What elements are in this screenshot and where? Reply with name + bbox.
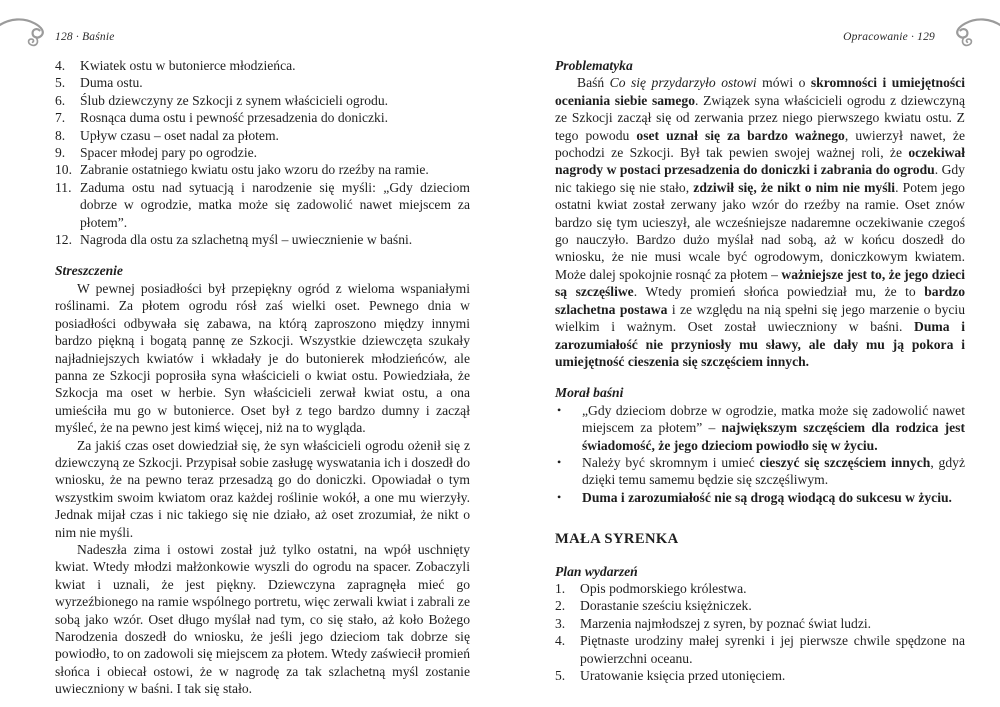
numbered-list-item bbox=[55, 231, 470, 248]
list-marker: 6. bbox=[55, 92, 66, 108]
list-marker: 12. bbox=[55, 232, 72, 248]
list-marker: 2. bbox=[555, 598, 566, 614]
paragraph bbox=[555, 74, 965, 370]
text-run: Upływ czasu – oset nadal za płotem. bbox=[80, 127, 279, 143]
numbered-list-item bbox=[555, 580, 965, 597]
left-page-content bbox=[55, 57, 470, 698]
paragraph bbox=[55, 437, 470, 541]
list-item-text bbox=[582, 489, 965, 506]
section-heading bbox=[555, 384, 965, 401]
text-run: Ślub dziewczyny ze Szkocji z synem właścicieli ogrodu. bbox=[80, 92, 389, 108]
running-head-left: 128 · Baśnie bbox=[55, 31, 115, 43]
text-run: oczekiwał nagrody w postaci przesadzenia do doniczki i zabrania do ogrodu bbox=[555, 145, 965, 178]
section-heading bbox=[55, 262, 470, 279]
numbered-list-item bbox=[55, 179, 470, 231]
numbered-list-item bbox=[55, 109, 470, 126]
text-run: Opis podmorskiego królestwa. bbox=[580, 580, 747, 596]
list-item-text bbox=[580, 667, 965, 684]
text-run: największym szczęściem dla rodzica jest świadomość, że jego dzieciom powiodło się w życiu. bbox=[582, 420, 965, 453]
text-run: Za jakiś czas oset dowiedział się, że syn właścicieli ogrodu ożenił się z dziewczyną ze Szkocji. Przypisał sobie zasługę wyswatania ich i doszedł do wniosku, że na pewno teraz przesadzą go do doniczki. Opowiadał o tym wszystkim swoim kwiatom oraz każdej roślinie wokół, a one mu wierzyły. Jednak mijał czas i nic takiego się nie działo, aż oset zrozumiał, że nikt o nim nie myśli. bbox=[55, 437, 470, 540]
list-marker: 9. bbox=[55, 145, 66, 161]
text-run: , gdyż dzięki temu samemu będzie się szczęśliwym. bbox=[582, 454, 965, 488]
text-run: Piętnaste urodziny małej syrenki i jej pierwsze chwile spędzone na powierzchni oceanu. bbox=[580, 633, 965, 666]
list-item-text bbox=[582, 402, 965, 454]
numbered-list-item bbox=[55, 144, 470, 161]
text-run: Morał baśni bbox=[555, 385, 624, 401]
list-marker: • bbox=[557, 454, 562, 469]
text-run: Kwiatek ostu w butonierce młodzieńca. bbox=[80, 58, 296, 73]
numbered-list-item bbox=[55, 57, 470, 74]
list-item-text bbox=[80, 92, 470, 109]
text-run: Zaduma ostu nad sytuacją i narodzenie się myśli: „Gdy dzieciom dobrze w ogrodzie, matka może się zadowolić nawet miejscem za płotem”. bbox=[80, 179, 470, 230]
text-run: Dorastanie sześciu księżniczek. bbox=[580, 598, 752, 614]
list-item-text bbox=[80, 74, 470, 91]
section-heading bbox=[555, 57, 965, 74]
list-marker: 10. bbox=[55, 162, 72, 178]
list-item-text bbox=[80, 109, 470, 126]
numbered-list-item bbox=[55, 74, 470, 91]
text-run: Nadeszła zima i ostowi został już tylko ostatni, na wpół uschnięty kwiat. Wtedy młodzi małżonkowie wyszli do ogrodu na spacer. Zobaczyli kwiat i uznali, że jest piękny. Dziewczyna zapragnęła mieć go wyrzeźbionego na ramie wspólnego portretu, więc zerwali kwiat i zabrali ze sobą jako wzór. Oset długo myślał nad tym, co się stało, aż koło Bożego Narodzenia doszedł do wniosku, że jeśli jego dzieciom tak dobrze się powiodło, to on zadowoli się miejscem za płotem. Wtedy zaświecił promień słońca i obiecał ostowi, że w nagrodę za tak szlachetną myśl zostanie uwieczniony w baśni. I tak się stało. bbox=[55, 541, 471, 697]
list-marker: 5. bbox=[55, 75, 66, 91]
bullet-list-item bbox=[555, 489, 965, 506]
numbered-list-item bbox=[55, 127, 470, 144]
paragraph bbox=[55, 541, 470, 698]
numbered-list-item bbox=[555, 667, 965, 684]
list-item-text bbox=[80, 161, 470, 178]
text-run: Streszczenie bbox=[55, 263, 123, 279]
text-run: W pewnej posiadłości był przepiękny ogród z wieloma wspaniałymi roślinami. Za płotem ogrodu rósł zaś wielki oset. Pewnego dnia w posiadłości odbywała się zabawa, na którą zaproszono między innymi bardzo piękną i bogatą pannę ze Szkocji. Wszystkie dziewczęta szukały najładniejszych kwiatów i wkładały je do butonierek młodzieńców, ale panna ze Szkocji poprosiła syna właścicieli o kwiat ostu. Powiedziała, że Szkocja ma oset w herbie. Syn właścicieli zerwał kwiat ostu, a ona umieściła mu go w butonierce. Oset był z tego bardzo dumny i zaczął myśleć, że na pewno jest kimś więcej, niż na to wygląda. bbox=[55, 280, 470, 436]
list-item-text bbox=[580, 615, 965, 632]
bullet-list-item bbox=[555, 402, 965, 454]
text-run: Rosnąca duma ostu i pewność przesadzenia do doniczki. bbox=[80, 110, 389, 126]
text-run: skromności i umiejętności oceniania siebie samego bbox=[555, 75, 965, 108]
text-run: mówi o bbox=[756, 75, 811, 91]
text-run: Duma i zarozumiałość nie przyniosły mu sławy, ale dały mu ją pokora i umiejętność cieszenia się szczęściem innych. bbox=[555, 319, 965, 369]
list-item-text bbox=[580, 580, 965, 597]
numbered-list-item bbox=[555, 597, 965, 614]
text-run: ważniejsze jest to, że jego dzieci są szczęśliwe bbox=[555, 266, 965, 300]
text-run: . Związek syna właścicieli ogrodu z dziewczyną ze Szkocji zaczął się od zerwania przez niego pierwszego kwiatu ostu. Z tego powodu bbox=[555, 92, 965, 143]
list-item-text bbox=[80, 179, 470, 231]
list-item-text bbox=[582, 454, 965, 489]
list-item-text bbox=[580, 632, 965, 667]
text-run: Duma ostu. bbox=[80, 75, 143, 91]
text-run: . Wtedy promień słońca powiedział mu, że to bbox=[633, 284, 925, 300]
numbered-list-item bbox=[55, 92, 470, 109]
text-run: MAŁA SYRENKA bbox=[555, 531, 679, 548]
list-marker: 8. bbox=[55, 127, 66, 143]
numbered-list-item bbox=[555, 632, 965, 667]
list-marker: 1. bbox=[555, 580, 566, 596]
text-run: . Gdy nic takiego się nie stało, bbox=[555, 162, 965, 195]
text-run: Marzenia najmłodszej z syren, by poznać świat ludzi. bbox=[580, 615, 872, 631]
text-run: Plan wydarzeń bbox=[555, 563, 638, 579]
list-item-text bbox=[580, 597, 965, 614]
text-run: zdziwił się, że nikt o nim nie myśli bbox=[693, 179, 896, 195]
text-run: Należy być skromnym i umieć bbox=[582, 454, 760, 470]
numbered-list-item bbox=[555, 615, 965, 632]
list-marker: 4. bbox=[555, 633, 566, 649]
text-run: , uwierzył nawet, że pochodzi ze Szkocji. Był tak pewien swojej ważnej roli, że bbox=[555, 127, 965, 161]
text-run: Problematyka bbox=[555, 58, 633, 73]
text-run: bardzo szlachetna postawa bbox=[555, 284, 965, 317]
text-run: Co się przydarzyło ostowi bbox=[609, 75, 757, 91]
text-run: i ze względu na nią spełni się jego marzenie o byciu wielkim i ważnym. Oset został uwieczniony w baśni. bbox=[555, 301, 965, 335]
right-page bbox=[500, 0, 1000, 707]
running-head-right: Opracowanie · 129 bbox=[843, 31, 935, 43]
text-run: cieszyć się szczęściem innych bbox=[759, 454, 931, 470]
text-run: Baśń bbox=[577, 75, 610, 91]
list-item-text bbox=[80, 57, 470, 74]
list-marker: • bbox=[557, 489, 562, 504]
list-marker: 3. bbox=[555, 615, 566, 631]
list-item-text bbox=[80, 231, 470, 248]
chapter-title bbox=[555, 531, 965, 548]
numbered-list-item bbox=[55, 161, 470, 178]
text-run: Duma i zarozumiałość nie są drogą wiodącą do sukcesu w życiu. bbox=[582, 489, 952, 505]
text-run: . Potem jego ostatni kwiat został zerwany jako wzór do rzeźby na ramie. Oset znów bardzo się tym ucieszył, ale wcześniejsze nadaremne oczekiwanie czegoś go nauczyło. Bardzo dużo myślał nad sobą, aż w końcu doszedł do wniosku, że nie musi wcale być ogrodowym, doniczkowym kwiatem. Może dalej spokojnie rosnąć za płotem – bbox=[555, 179, 965, 282]
list-marker: • bbox=[557, 402, 562, 417]
text-run: Uratowanie księcia przed utonięciem. bbox=[580, 668, 786, 683]
text-run: oset uznał się za bardzo ważnego bbox=[636, 127, 845, 143]
list-marker: 4. bbox=[55, 58, 66, 73]
right-page-content bbox=[555, 57, 965, 684]
list-marker: 7. bbox=[55, 110, 66, 126]
text-run: Zabranie ostatniego kwiatu ostu jako wzoru do rzeźby na ramie. bbox=[80, 162, 429, 178]
paragraph bbox=[55, 280, 470, 437]
list-item-text bbox=[80, 127, 470, 144]
list-marker: 11. bbox=[55, 179, 72, 195]
text-run: „Gdy dzieciom dobrze w ogrodzie, matka może się zadowolić nawet miejscem za płotem” – bbox=[582, 402, 965, 436]
list-item-text bbox=[80, 144, 470, 161]
list-marker: 5. bbox=[555, 668, 566, 683]
flourish-ornament-left bbox=[0, 15, 52, 48]
section-heading bbox=[555, 563, 965, 580]
text-run: Nagroda dla ostu za szlachetną myśl – uwiecznienie w baśni. bbox=[80, 232, 413, 248]
bullet-list-item bbox=[555, 454, 965, 489]
flourish-ornament-right bbox=[948, 15, 1000, 48]
text-run: Spacer młodej pary po ogrodzie. bbox=[80, 145, 258, 161]
